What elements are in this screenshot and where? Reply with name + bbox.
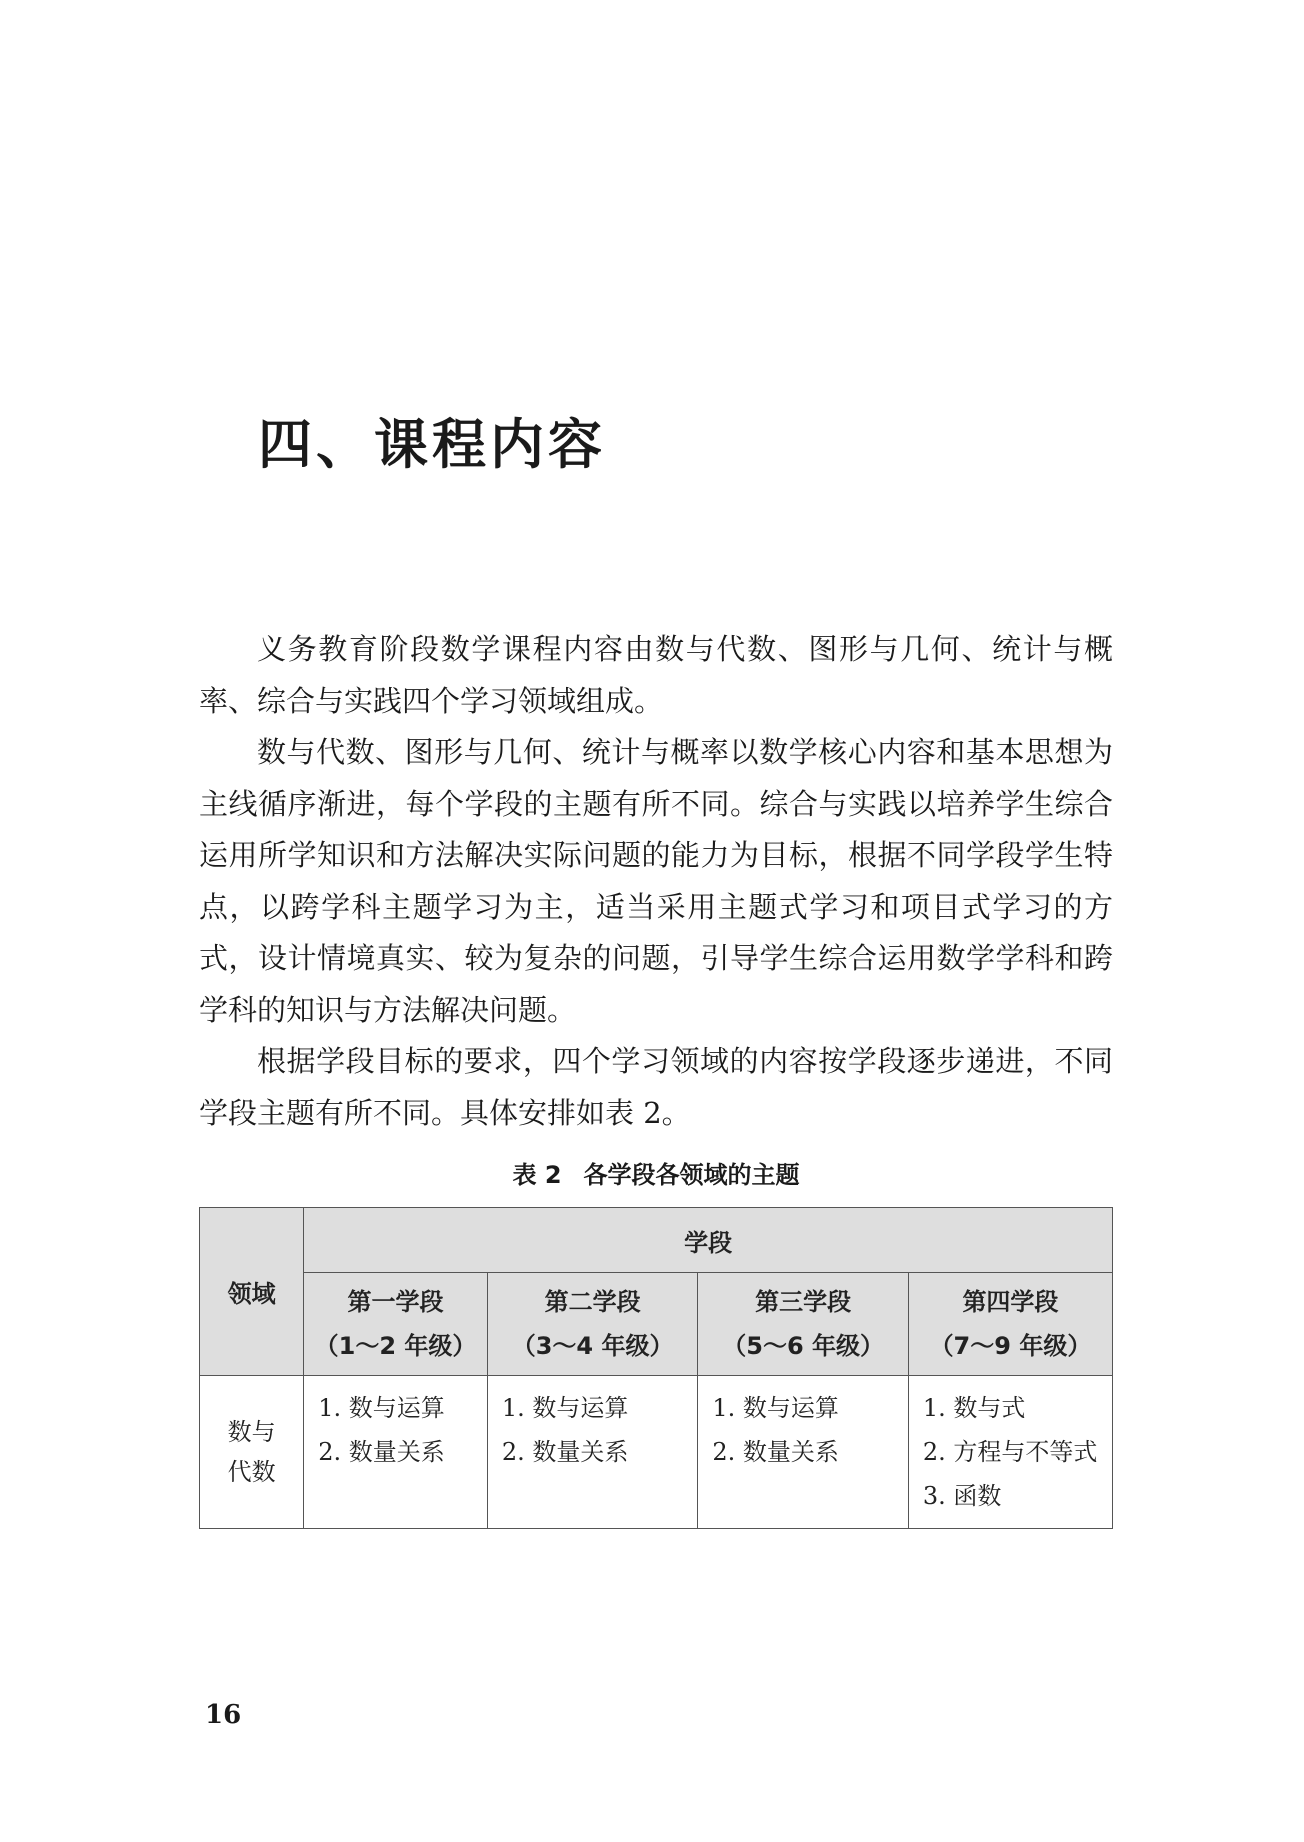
topic-item: 2. 数量关系: [318, 1438, 445, 1466]
chapter-title: 四、课程内容: [258, 413, 606, 476]
stage-header-cell: [698, 1273, 909, 1376]
stage-header: 学段: [304, 1208, 1113, 1273]
stage-name: 第四学段: [962, 1288, 1059, 1316]
table-caption: [199, 1163, 1113, 1187]
topic-cell: [908, 1376, 1112, 1529]
table-row: [200, 1376, 1113, 1529]
domain-name-line: 代数: [227, 1458, 276, 1486]
topic-cell: [698, 1376, 909, 1529]
topics-table: [199, 1207, 1113, 1529]
stage-name: 第一学段: [347, 1288, 444, 1316]
topic-item: 3. 函数: [922, 1482, 1002, 1510]
table-caption-title: 各学段各领域的主题: [583, 1161, 800, 1189]
stage-header-row: [200, 1273, 1113, 1376]
topic-item: 2. 数量关系: [501, 1438, 629, 1466]
topic-item: 1. 数与式: [922, 1394, 1026, 1422]
stage-header-cell: [304, 1273, 488, 1376]
body-text: [199, 624, 1113, 1139]
domain-cell: [200, 1376, 304, 1529]
topic-item: 1. 数与运算: [318, 1394, 445, 1422]
page-number: 16: [205, 1700, 242, 1730]
stage-range: （3～4 年级）: [511, 1332, 674, 1360]
topic-item: 2. 数量关系: [712, 1438, 839, 1466]
topic-item: 1. 数与运算: [712, 1394, 839, 1422]
table-caption-number: 表 2: [512, 1161, 562, 1189]
stage-header-cell: [908, 1273, 1112, 1376]
domain-name-line: 数与: [227, 1418, 276, 1446]
paragraph: 数与代数、图形与几何、统计与概率以数学核心内容和基本思想为主线循序渐进，每个学段的主题有所不同。综合与实践以培养学生综合运用所学知识和方法解决实际问题的能力为目标，根据不同学段学生特点，以跨学科主题学习为主，适当采用主题式学习和项目式学习的方式，设计情境真实、较为复杂的问题，引导学生综合运用数学学科和跨学科的知识与方法解决问题。: [199, 735, 1113, 1027]
topic-item: 2. 方程与不等式: [922, 1438, 1098, 1466]
topic-cell: [304, 1376, 488, 1529]
stage-name: 第二学段: [544, 1288, 641, 1316]
domain-header: 领域: [200, 1208, 304, 1376]
stage-range: （1～2 年级）: [314, 1332, 477, 1360]
stage-name: 第三学段: [755, 1288, 852, 1316]
stage-range: （7～9 年级）: [929, 1332, 1092, 1360]
topic-item: 1. 数与运算: [501, 1394, 629, 1422]
stage-header-cell: [487, 1273, 698, 1376]
paragraph: 义务教育阶段数学课程内容由数与代数、图形与几何、统计与概率、综合与实践四个学习领域组成。: [199, 632, 1113, 718]
paragraph: 根据学段目标的要求，四个学习领域的内容按学段逐步递进，不同学段主题有所不同。具体安排如表 2。: [199, 1044, 1113, 1130]
table-header-row: [200, 1208, 1113, 1273]
topic-cell: [487, 1376, 698, 1529]
stage-range: （5～6 年级）: [722, 1332, 885, 1360]
